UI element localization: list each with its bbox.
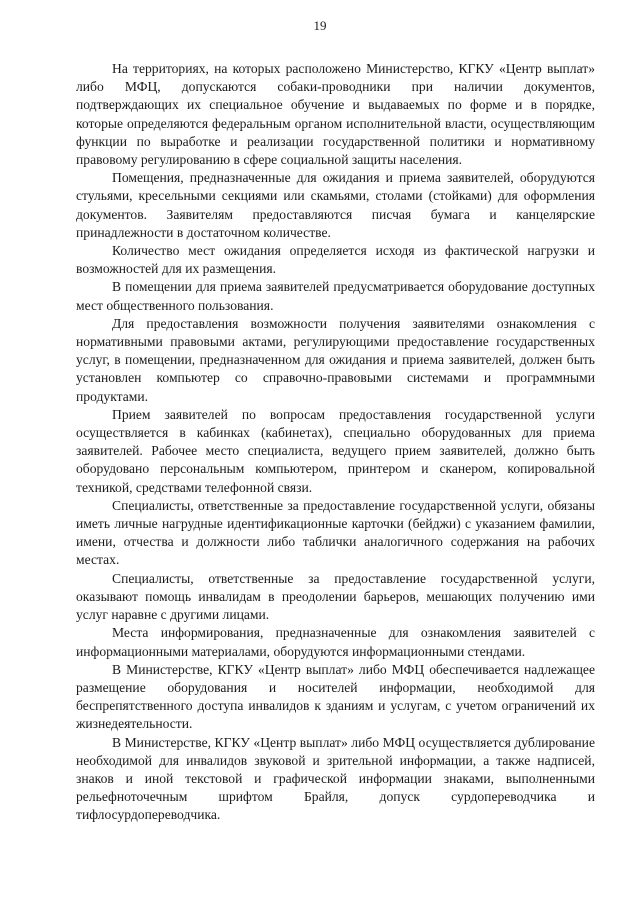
paragraph-info-stands: Места информирования, предназначенные для ознакомления заявителей с информационными материалами, оборудуются информационными стендами. (76, 625, 595, 659)
page-number: 19 (313, 18, 327, 33)
document-body (76, 60, 595, 825)
paragraph-computer: Для предоставления возможности получения заявителями ознакомления с нормативными правовыми актами, регулирующими предоставление государственных услуг, в помещении, предназначенном для ожидания и приема заявителей, должен быть установлен компьютер со справочно-правовыми системами и программными продуктами. (76, 315, 595, 404)
paragraph-braille: В Министерстве, КГКУ «Центр выплат» либо МФЦ осуществляется дублирование необходимой для инвалидов звуковой и зрительной информации, а также надписей, знаков и иной текстовой и графической информации знаками, выполненными рельефноточечным шрифтом Брайля, допуск сурдопереводчика и тифлосурдопереводчика. (76, 734, 595, 823)
paragraph-badges: Специалисты, ответственные за предоставление государственной услуги, обязаны иметь личные нагрудные идентификационные карточки (бейджи) с указанием фамилии, имени, отчества и должности либо таблички аналогичного содержания на рабочих местах. (76, 497, 595, 568)
paragraph-reception-booths: Прием заявителей по вопросам предоставления государственной услуги осуществляется в кабинках (кабинетах), специально оборудованных для приема заявителей. Рабочее место специалиста, ведущего прием заявителей, должно быть оборудовано персональным компьютером, принтером и сканером, копировальной техникой, средствами телефонной связи. (76, 406, 595, 495)
paragraph-disability-help: Специалисты, ответственные за предоставление государственной услуги, оказывают помощь инвалидам в преодолении барьеров, мешающих получению ими услуг наравне с другими лицами. (76, 570, 595, 623)
paragraph-waiting-places: Количество мест ожидания определяется исходя из фактической нагрузки и возможностей для их размещения. (76, 243, 595, 277)
paragraph-accessibility: В Министерстве, КГКУ «Центр выплат» либо МФЦ обеспечивается надлежащее размещение оборудования и носителей информации, необходимой для беспрепятственного доступа инвалидов к зданиям и услугам, с учетом ограничений их жизнедеятельности. (76, 661, 595, 732)
paragraph-public-facilities: В помещении для приема заявителей предусматривается оборудование доступных мест общественного пользования. (76, 279, 595, 313)
paragraph-waiting-rooms: Помещения, предназначенные для ожидания и приема заявителей, оборудуются стульями, кресельными секциями или скамьями, столами (стойками) для оформления документов. Заявителям предоставляются писчая бумага и канцелярские принадлежности в достаточном количестве. (76, 170, 595, 240)
paragraph-guide-dogs: На территориях, на которых расположено Министерство, КГКУ «Центр выплат» либо МФЦ, допускаются собаки-проводники при наличии документов, подтверждающих их специальное обучение и выдаваемых по форме и в порядке, которые определяются федеральным органом исполнительной власти, осуществляющим функции по выработке и реализации государственной политики и нормативному правовому регулированию в сфере социальной защиты населения. (76, 61, 595, 168)
